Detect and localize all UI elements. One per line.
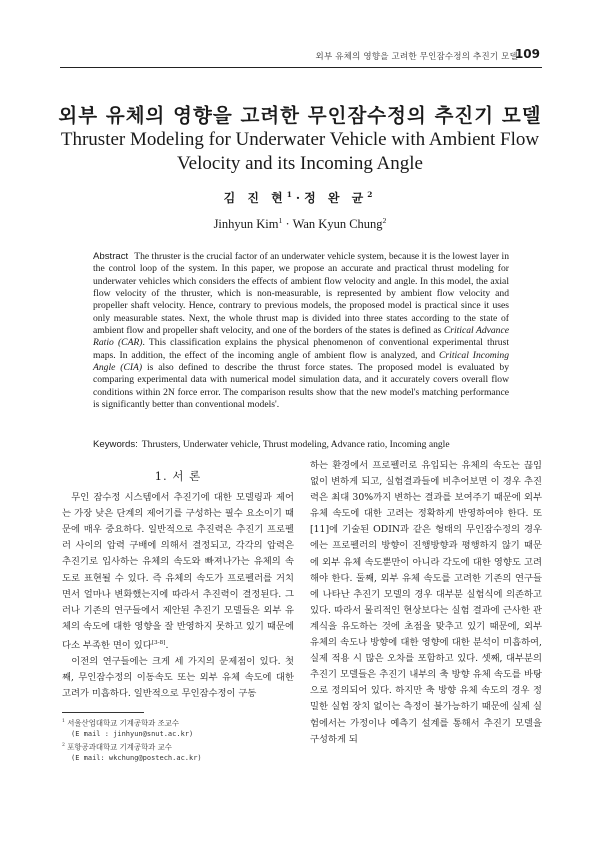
citation-ref: [3-8] bbox=[151, 639, 166, 646]
header-divider bbox=[60, 67, 542, 68]
page-header bbox=[0, 47, 600, 67]
keywords bbox=[93, 439, 509, 450]
author-1-affil-ko: 1 bbox=[286, 190, 296, 199]
footnote-1-label: 1 bbox=[62, 719, 65, 724]
abstract-text-3: is also defined to describe the thrust force states. The proposed model is evaluated by comparing experimental data with numerical model simulation data, and it accurately covers overall flow conditions within 2N force error. The comparison results show that the new model's matching performance is significantly better than conventional models'. bbox=[93, 362, 509, 411]
section-title-introduction: 1. 서 론 bbox=[154, 469, 202, 483]
footnote-1 bbox=[62, 716, 294, 729]
author-1-korean: 김 진 현 bbox=[223, 191, 287, 205]
abstract-text-2: . This classification explains the physical phenomenon of conventional experimental thrust maps. In addition, the effect of the incoming angle of ambient flow is analyzed, and bbox=[93, 337, 510, 361]
paragraph-end: . bbox=[165, 640, 169, 652]
keywords-text: Thrusters, Underwater vehicle, Thrust modeling, Advance ratio, Incoming angle bbox=[141, 439, 450, 450]
paragraph: 이전의 연구들에는 크게 세 가지의 문제점이 있다. 첫째, 무인잠수정의 이동속도 또는 외부 유체 속도에 대한 고려가 미흡하다. 일반적으로 무인잠수정이 구동 bbox=[62, 656, 294, 700]
author-2-affil-en: 2 bbox=[382, 216, 387, 225]
body-column-left bbox=[62, 468, 294, 702]
paragraph-text: 무인 잠수정 시스템에서 추진기에 대한 모델링과 제어는 가장 낮은 단계의 제어기를 구성하는 필수 요소이기 때문에 매우 중요하다. 일반적으로 추진력은 추진기 프로펠러 사이의 압력 구배에 의해서 결정되고, 각각의 압력은 추진기로 입사하는 유체의 속도와 빠져나가는 유체의 속도로 표현될 수 있다. 즉 유체의 속도가 프로펠러를 거치면서 얼마나 변화했는지에 따라서 추진력이 결정된다. 그러나 기존의 연구들에서 제안된 추진기 모델들은 외부 유체의 속도에 대한 영향을 잘 반영하지 못하고 있기 때문에 다소 부족한 면이 있다 bbox=[62, 492, 294, 652]
running-title: 외부 유체의 영향을 고려한 무인잠수정의 추진기 모델 bbox=[315, 52, 518, 62]
abstract-term-cia: Critical Incoming Angle (CIA) bbox=[93, 349, 509, 374]
keywords-label: Keywords: bbox=[93, 439, 138, 450]
abstract-term-car: Critical Advance Ratio (CAR) bbox=[93, 325, 509, 349]
footnotes bbox=[62, 716, 294, 765]
author-1-affil-en: 1 bbox=[278, 216, 283, 225]
body-column-right bbox=[310, 458, 542, 748]
author-2-affil-ko: 2 bbox=[367, 190, 377, 199]
author-separator-en: · bbox=[285, 217, 290, 232]
footnote-2-email: (E mail: wkchung@postech.ac.kr) bbox=[71, 754, 202, 763]
title-english: Thruster Modeling for Underwater Vehicle with Ambient Flow Velocity and its Incoming Angle bbox=[60, 129, 540, 174]
paragraph: 하는 환경에서 프로펠러로 유입되는 유체의 속도는 끊임없이 변하게 되고, 실험결과들에 비추어보면 이 경우 추진력은 최대 30%까지 변하는 결과를 보여주기 때문에 외부 유체 속도에 대한 고려는 정확하게 반영하여야 한다. 또 [11]에 기술된 ODIN과 같은 형태의 무인잠수정의 경우에는 프로펠러의 방향이 진행방향과 평행하지 않기 때문에 외부 유체 속도뿐만이 아니라 각도에 대한 영향도 고려해야 한다. 둘째, 외부 유체 속도를 고려한 기존의 연구들에 나타난 추진기 모델의 경우 대부분 실험식에 의존하고 있다. 따라서 물리적인 현상보다는 실험 결과에 근사한 관계식을 유도하는 것에 초점을 맞추고 있기 때문에, 외부 유체의 속도나 방향에 대한 영향에 대한 분석이 미흡하여, 실제 적용 시 많은 오차를 포함하고 있다. 셋째, 대부분의 추진기 모델들은 추진기 내부의 축 방향 유체 속도를 바탕으로 정의되어 있다. 하지만 축 방향 유체 속도의 경우 정밀한 실험 장치 없이는 측정이 불가능하기 때문에 실제 실험에서는 가정이나 예측기 설계를 통해서 추진기 모델을 구성하게 되 bbox=[310, 460, 542, 745]
abstract-text-1: The thruster is the crucial factor of an underwater vehicle system, because it is the lowest layer in the control loop of the system. In this paper, we propose an accurate and practical thrust modeling for underwater vehicles which considers the effects of ambient flow velocity and angle. In this model, the axial flow velocity of the thruster, which is non-measurable, is represented by ambient flow velocity and propeller shaft velocity. Hence, contrary to previous models, the proposed model is practical since it uses only measurable states. Next, the whole thrust map is divided into three states according to the state of ambient flow and propeller shaft velocity, and one of the borders of the states is defined as bbox=[93, 251, 509, 337]
authors-korean bbox=[0, 189, 600, 206]
abstract bbox=[93, 251, 509, 411]
footnote-1-email: (E mail : jinhyun@snut.ac.kr) bbox=[71, 729, 194, 738]
page-number: 109 bbox=[514, 47, 540, 61]
author-2-english: Wan Kyun Chung bbox=[292, 217, 383, 232]
authors-english bbox=[0, 216, 600, 232]
footnote-2-label: 2 bbox=[62, 743, 65, 749]
author-1-english: Jinhyun Kim bbox=[213, 217, 279, 232]
title-korean: 외부 유체의 영향을 고려한 무인잠수정의 추진기 모델 bbox=[58, 104, 542, 127]
author-separator-ko: · bbox=[295, 191, 305, 205]
author-2-korean: 정 완 균 bbox=[304, 191, 368, 205]
footnote-2 bbox=[62, 740, 294, 753]
footnote-divider bbox=[62, 712, 144, 713]
footnote-2-affiliation: 포항공과대학교 기계공학과 교수 bbox=[67, 742, 172, 752]
abstract-label: Abstract bbox=[93, 251, 129, 262]
footnote-1-affiliation: 서울산업대학교 기계공학과 조교수 bbox=[67, 718, 180, 728]
paragraph bbox=[62, 490, 294, 654]
